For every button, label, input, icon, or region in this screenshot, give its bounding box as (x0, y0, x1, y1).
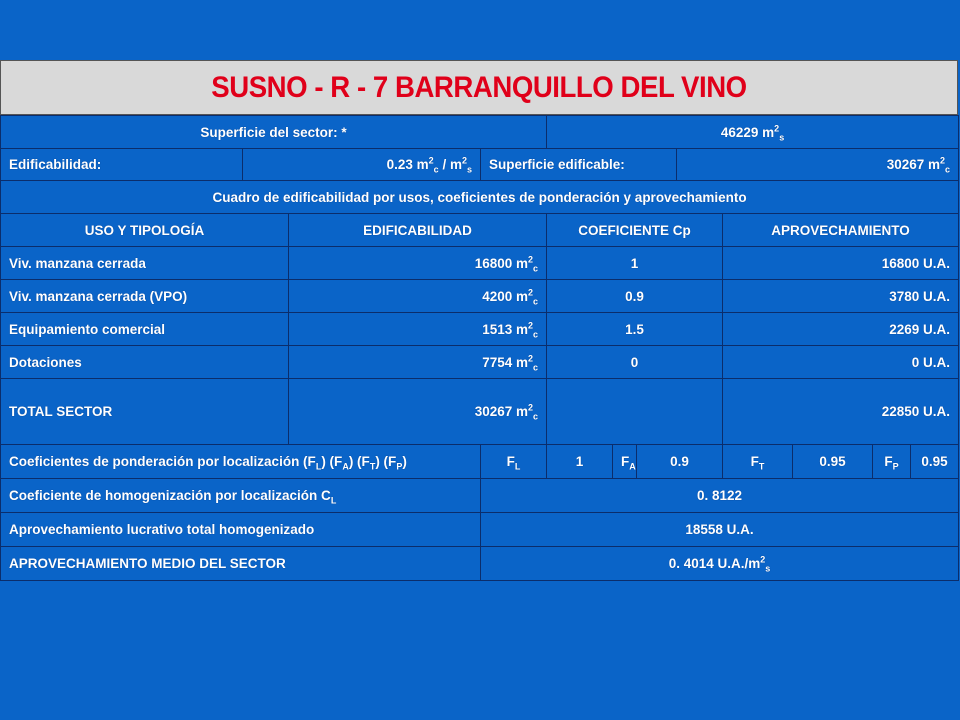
factor-ft-name: $F_T$ (723, 445, 793, 479)
factor-fp-value: 0.95 (911, 445, 959, 479)
total-label: TOTAL SECTOR (1, 379, 289, 445)
edificabilidad-label: Edificabilidad: (1, 149, 243, 181)
factor-fl-value: 1 (547, 445, 613, 479)
cuadro-title: Cuadro de edificabilidad por usos, coeficientes de ponderación y aprovechamiento (1, 181, 959, 214)
superficie-sector-row (1, 116, 959, 149)
page-title: SUSNO - R - 7 BARRANQUILLO DEL VINO (211, 70, 747, 104)
factor-fa-value: 0.9 (637, 445, 723, 479)
superficie-edificable-label: Superficie edificable: (481, 149, 677, 181)
total-aprovechamiento: 22850 U.A. (723, 379, 959, 445)
factor-fp-name: $F_P$ (873, 445, 911, 479)
header-coeficiente: COEFICIENTE Cp (547, 214, 723, 247)
header-row (1, 214, 959, 247)
title-bar (0, 60, 958, 115)
table-row (1, 280, 959, 313)
row-aprovechamiento: 16800 U.A. (723, 247, 959, 280)
sector-table (0, 115, 959, 581)
row-uso: Viv. manzana cerrada (VPO) (1, 280, 289, 313)
row-aprovechamiento: 2269 U.A. (723, 313, 959, 346)
row-uso: Dotaciones (1, 346, 289, 379)
row-edificabilidad: 1513 $m^2_c$ (289, 313, 547, 346)
row-aprovechamiento: 3780 U.A. (723, 280, 959, 313)
edificabilidad-row (1, 149, 959, 181)
aprov-medio-row (1, 547, 959, 581)
row-coeficiente: 1.5 (547, 313, 723, 346)
superficie-sector-label: Superficie del sector: * (1, 116, 547, 149)
row-uso: Equipamiento comercial (1, 313, 289, 346)
row-edificabilidad: 4200 $m^2_c$ (289, 280, 547, 313)
coef-loc-row (1, 445, 959, 479)
factor-ft-value: 0.95 (793, 445, 873, 479)
cuadro-title-row (1, 181, 959, 214)
header-uso: USO Y TIPOLOGÍA (1, 214, 289, 247)
total-edificabilidad: 30267 $m^2_c$ (289, 379, 547, 445)
superficie-edificable-value: 30267 $m^2_c$ (677, 149, 959, 181)
aprov-medio-label: APROVECHAMIENTO MEDIO DEL SECTOR (1, 547, 481, 581)
table-row (1, 313, 959, 346)
aprov-lucrativo-value: 18558 U.A. (481, 513, 959, 547)
table-row (1, 346, 959, 379)
aprov-lucrativo-row (1, 513, 959, 547)
aprov-medio-value: 0. 4014 $U.A./m^2_s$ (481, 547, 959, 581)
row-coeficiente: 0 (547, 346, 723, 379)
table-row (1, 247, 959, 280)
coef-homog-row (1, 479, 959, 513)
aprov-lucrativo-label: Aprovechamiento lucrativo total homogenizado (1, 513, 481, 547)
row-edificabilidad: 7754 $m^2_c$ (289, 346, 547, 379)
coef-homog-value: 0. 8122 (481, 479, 959, 513)
row-aprovechamiento: 0 U.A. (723, 346, 959, 379)
row-coeficiente: 0.9 (547, 280, 723, 313)
header-aprovechamiento: APROVECHAMIENTO (723, 214, 959, 247)
coef-homog-label: Coeficiente de homogenización por localización $C_L$ (1, 479, 481, 513)
factor-fa-name: $F_A$ (613, 445, 637, 479)
row-edificabilidad: 16800 $m^2_c$ (289, 247, 547, 280)
row-uso: Viv. manzana cerrada (1, 247, 289, 280)
factor-fl-name: $F_L$ (481, 445, 547, 479)
superficie-sector-value: 46229 $m^2_s$ (547, 116, 959, 149)
total-coeficiente (547, 379, 723, 445)
row-coeficiente: 1 (547, 247, 723, 280)
edificabilidad-value: 0.23 $m^2_c / m^2_s$ (243, 149, 481, 181)
header-edificabilidad: EDIFICABILIDAD (289, 214, 547, 247)
coef-loc-label: Coeficientes de ponderación por localización $(F_L)$ $(F_A)$ $(F_T)$ $(F_P)$ (1, 445, 481, 479)
total-row (1, 379, 959, 445)
